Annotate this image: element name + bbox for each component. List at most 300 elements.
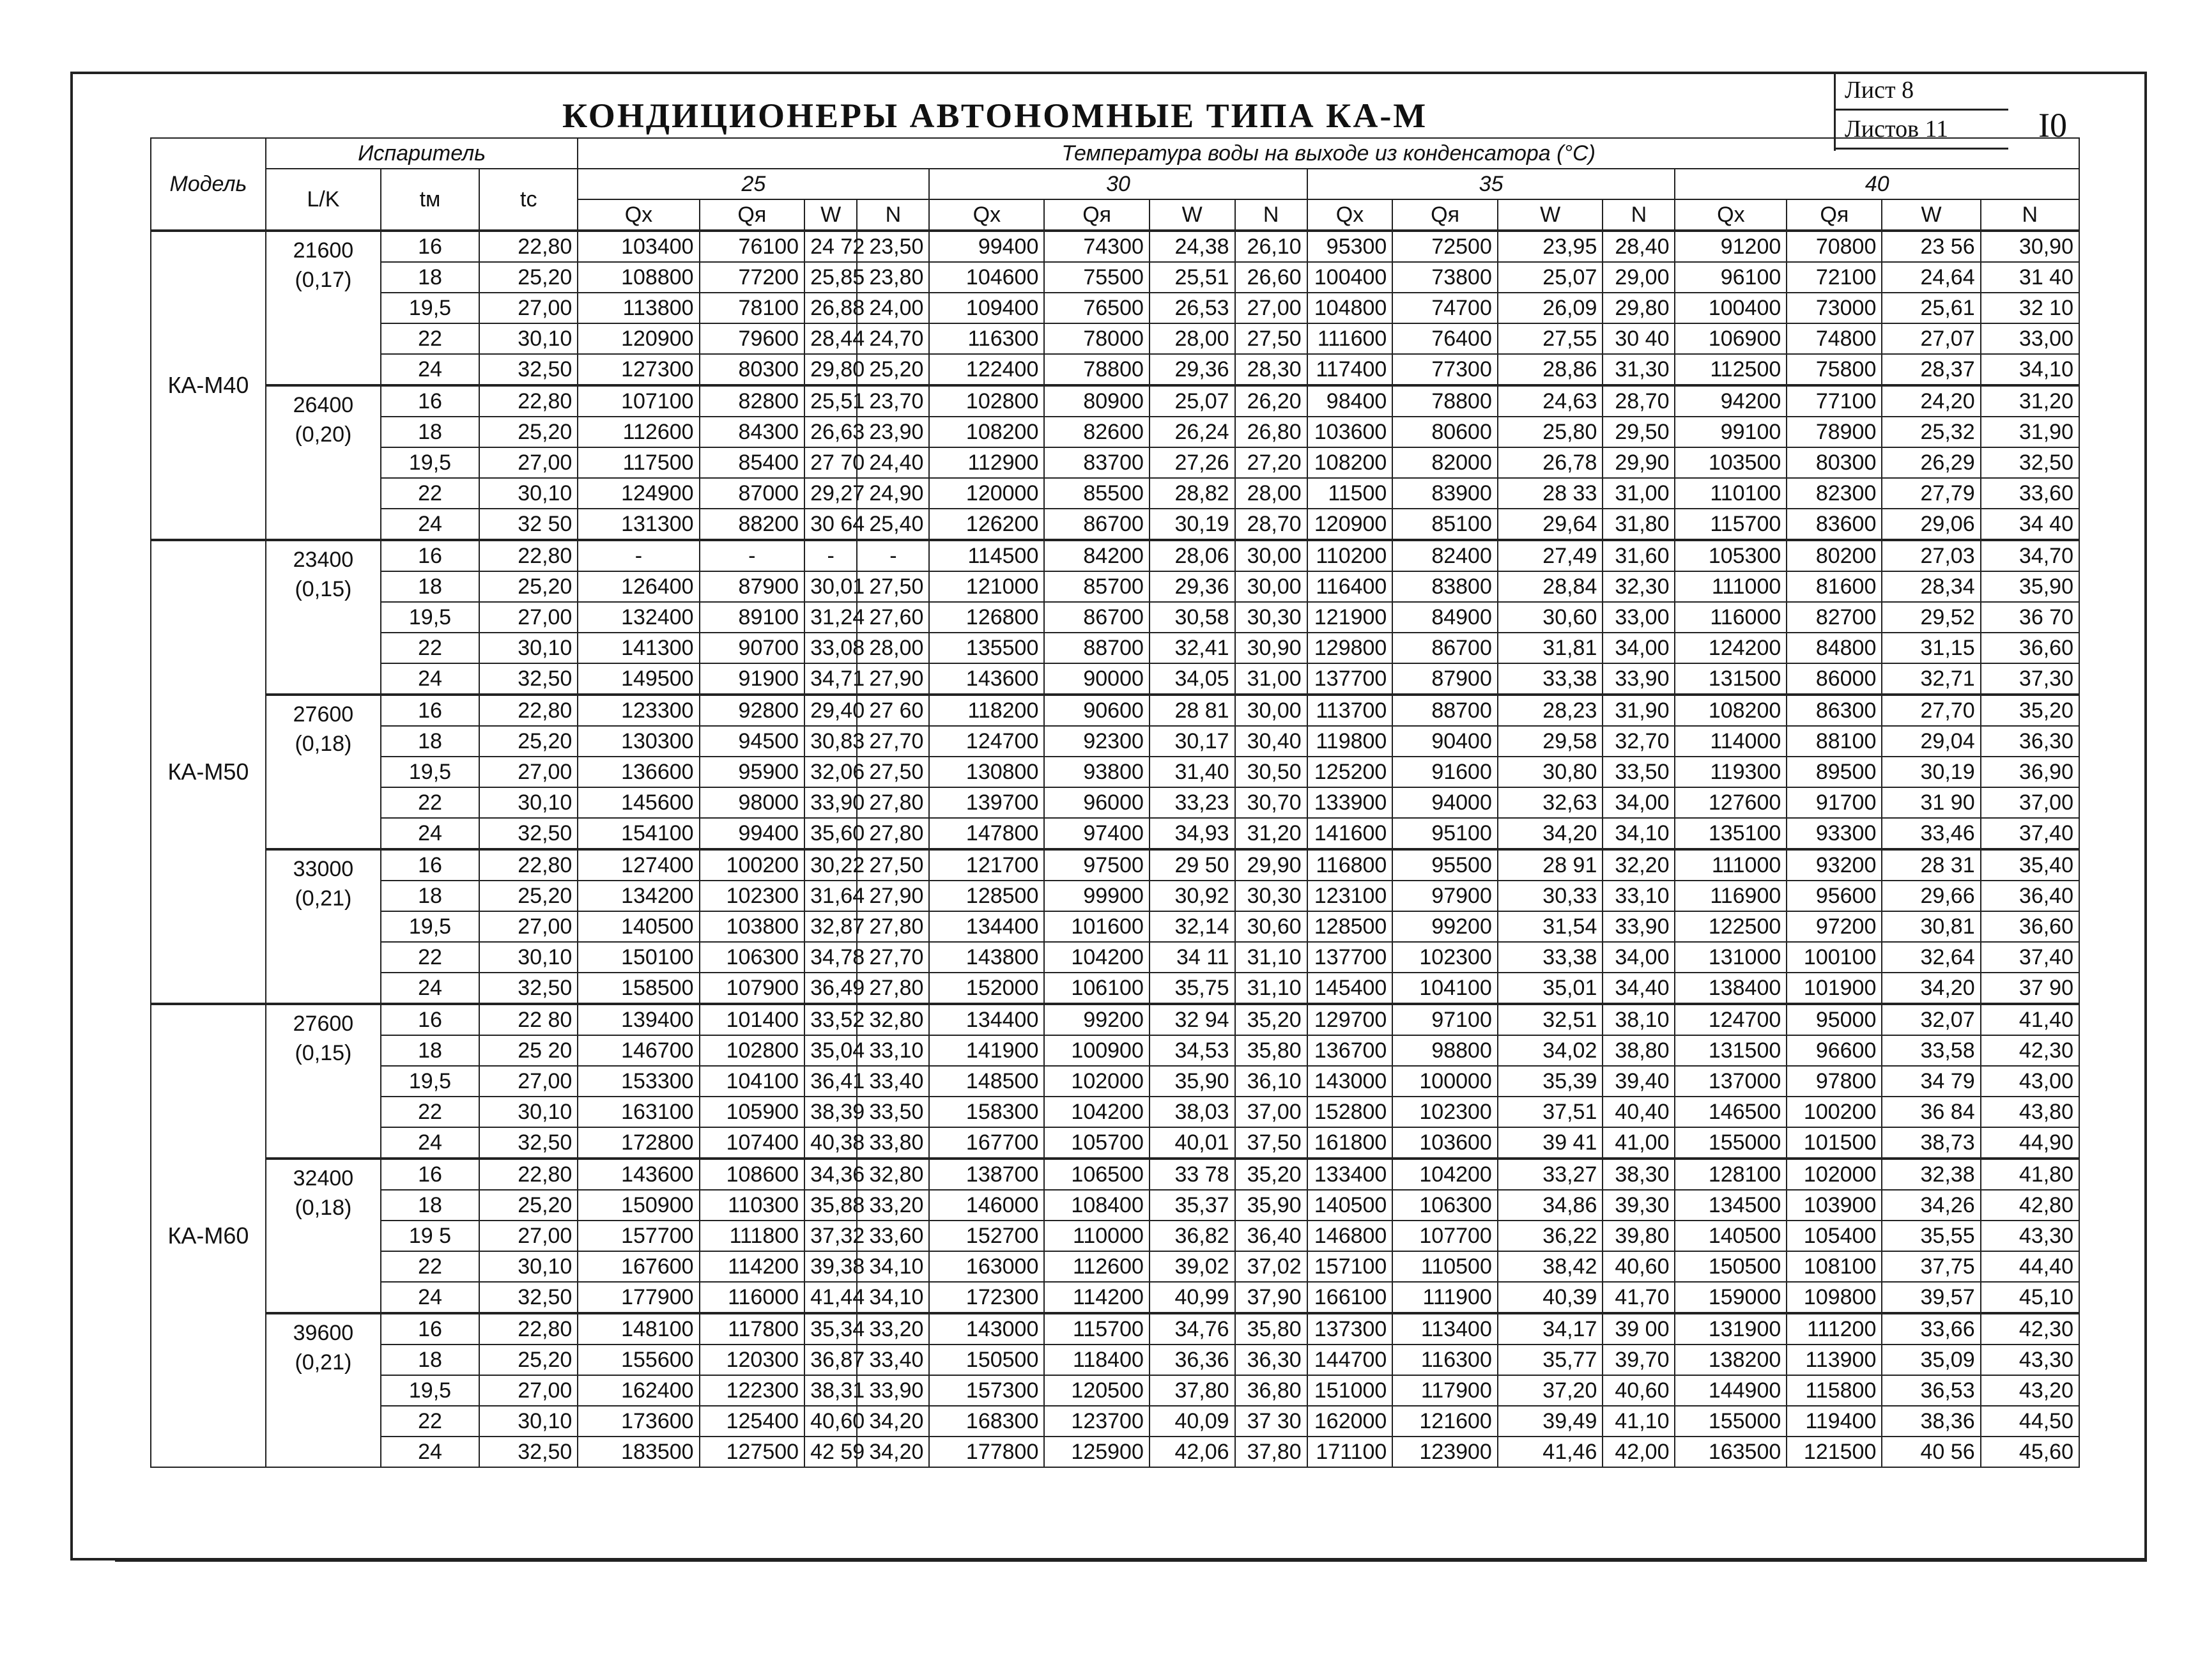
model-name-cell: КА-М60 (151, 1004, 266, 1467)
table-cell: 32,50 (479, 354, 578, 385)
table-cell: 34 79 (1882, 1066, 1980, 1097)
table-cell: 25,07 (1498, 262, 1603, 293)
table-cell: 112600 (1044, 1251, 1150, 1282)
subheader-w: W (1150, 199, 1235, 231)
table-row (151, 818, 2079, 849)
table-cell: 27,50 (857, 571, 929, 602)
table-cell: 25,20 (479, 881, 578, 911)
table-row (151, 942, 2079, 973)
table-cell: 101400 (700, 1004, 805, 1035)
table-cell: 110100 (1675, 478, 1787, 509)
table-cell: 43,80 (1981, 1097, 2079, 1127)
table-cell: 31,00 (1235, 663, 1307, 695)
table-cell: 23,95 (1498, 231, 1603, 262)
table-cell: 102000 (1787, 1159, 1882, 1190)
table-cell: 173600 (578, 1406, 699, 1437)
table-cell: - (700, 540, 805, 571)
table-cell: 32 10 (1981, 293, 2079, 323)
table-cell: 33,10 (857, 1035, 929, 1066)
table-cell: 141300 (578, 633, 699, 663)
table-cell: 78800 (1392, 385, 1498, 417)
table-cell: 29,40 (804, 695, 857, 726)
table-cell: 131300 (578, 509, 699, 540)
table-cell: 27,50 (857, 757, 929, 787)
table-cell: 113700 (1307, 695, 1393, 726)
table-cell: 27,07 (1882, 323, 1980, 354)
table-cell: 32,20 (1603, 849, 1675, 881)
table-cell: 172300 (929, 1282, 1044, 1313)
table-cell: 30,90 (1981, 231, 2079, 262)
table-row (151, 1251, 2079, 1282)
table-cell: 123100 (1307, 881, 1393, 911)
table-cell: 30 40 (1603, 323, 1675, 354)
table-cell: 99900 (1044, 881, 1150, 911)
table-cell: 95500 (1392, 849, 1498, 881)
table-cell: 119300 (1675, 757, 1787, 787)
table-cell: 99400 (700, 818, 805, 849)
table-cell: 18 (381, 881, 479, 911)
table-cell: 97400 (1044, 818, 1150, 849)
table-cell: 25,20 (857, 354, 929, 385)
table-cell: 139400 (578, 1004, 699, 1035)
table-cell: 123900 (1392, 1437, 1498, 1467)
table-cell: 104200 (1392, 1159, 1498, 1190)
table-cell: 94200 (1675, 385, 1787, 417)
table-cell: 16 (381, 1004, 479, 1035)
table-cell: 29,64 (1498, 509, 1603, 540)
table-cell: 35,34 (804, 1313, 857, 1345)
table-cell: 106100 (1044, 973, 1150, 1004)
table-cell: 29,80 (1603, 293, 1675, 323)
table-cell: 33,90 (1603, 911, 1675, 942)
table-cell: 111000 (1675, 849, 1787, 881)
table-cell: 28,00 (857, 633, 929, 663)
table-cell: 95100 (1392, 818, 1498, 849)
table-cell: 127600 (1675, 787, 1787, 818)
table-cell: 155000 (1675, 1127, 1787, 1159)
table-cell: 98400 (1307, 385, 1393, 417)
table-cell: 143000 (1307, 1066, 1393, 1097)
table-cell: 38,30 (1603, 1159, 1675, 1190)
table-cell: 80900 (1044, 385, 1150, 417)
table-cell: 36,40 (1981, 881, 2079, 911)
table-cell: 27,00 (479, 1066, 578, 1097)
table-cell: 34,10 (1981, 354, 2079, 385)
table-cell: 30,19 (1882, 757, 1980, 787)
table-cell: 28,00 (1150, 323, 1235, 354)
table-cell: 18 (381, 1190, 479, 1221)
table-cell: 41,10 (1603, 1406, 1675, 1437)
table-cell: 33,60 (857, 1221, 929, 1251)
table-cell: 38,36 (1882, 1406, 1980, 1437)
table-cell: 117900 (1392, 1375, 1498, 1406)
table-cell: 105300 (1675, 540, 1787, 571)
table-cell: 133900 (1307, 787, 1393, 818)
table-cell: 18 (381, 262, 479, 293)
table-cell: 22 (381, 1251, 479, 1282)
table-cell: 116400 (1307, 571, 1393, 602)
table-cell: 25,61 (1882, 293, 1980, 323)
table-cell: 37,02 (1235, 1251, 1307, 1282)
table-cell: 86300 (1787, 695, 1882, 726)
table-cell: 99100 (1675, 417, 1787, 447)
table-cell: 83900 (1392, 478, 1498, 509)
table-cell: 120000 (929, 478, 1044, 509)
table-cell: 30,10 (479, 1251, 578, 1282)
table-cell: 111200 (1787, 1313, 1882, 1345)
table-cell: 133400 (1307, 1159, 1393, 1190)
table-cell: 110500 (1392, 1251, 1498, 1282)
table-cell: 28,70 (1603, 385, 1675, 417)
table-cell: 28 91 (1498, 849, 1603, 881)
table-cell: 16 (381, 1313, 479, 1345)
subheader-qx: Qх (929, 199, 1044, 231)
table-cell: 113400 (1392, 1313, 1498, 1345)
table-cell: 27,49 (1498, 540, 1603, 571)
table-cell: 44,90 (1981, 1127, 2079, 1159)
table-cell: 34,05 (1150, 663, 1235, 695)
table-cell: 44,50 (1981, 1406, 2079, 1437)
table-cell: 40,60 (1603, 1375, 1675, 1406)
table-cell: 131500 (1675, 663, 1787, 695)
table-cell: 22,80 (479, 231, 578, 262)
table-cell: 27 70 (804, 447, 857, 478)
table-cell: 75800 (1787, 354, 1882, 385)
table-cell: 128500 (929, 881, 1044, 911)
table-cell: 95600 (1787, 881, 1882, 911)
header-temp-40: 40 (1675, 169, 2079, 199)
table-cell: 80300 (700, 354, 805, 385)
table-row (151, 540, 2079, 571)
table-cell: 41,40 (1981, 1004, 2079, 1035)
table-cell: 111000 (1675, 571, 1787, 602)
table-cell: 37,32 (804, 1221, 857, 1251)
table-cell: 41,46 (1498, 1437, 1603, 1467)
table-cell: 26,88 (804, 293, 857, 323)
table-cell: 128500 (1307, 911, 1393, 942)
table-cell: 143800 (929, 942, 1044, 973)
table-cell: 30,00 (1235, 571, 1307, 602)
table-cell: 43,00 (1981, 1066, 2079, 1097)
table-cell: 19,5 (381, 602, 479, 633)
table-cell: 39,70 (1603, 1345, 1675, 1375)
table-cell: 33,38 (1498, 663, 1603, 695)
table-cell: 27,00 (479, 1221, 578, 1251)
table-cell: 161800 (1307, 1127, 1393, 1159)
table-cell: 35,90 (1150, 1066, 1235, 1097)
table-cell: 108400 (1044, 1190, 1150, 1221)
table-cell: 34,86 (1498, 1190, 1603, 1221)
table-cell: 113900 (1787, 1345, 1882, 1375)
header-tc: tс (479, 169, 578, 231)
table-cell: 132400 (578, 602, 699, 633)
table-cell: 96100 (1675, 262, 1787, 293)
table-cell: 29,90 (1235, 849, 1307, 881)
table-cell: 32,80 (857, 1159, 929, 1190)
table-cell: 111600 (1307, 323, 1393, 354)
table-cell: 40,60 (804, 1406, 857, 1437)
table-cell: 34,20 (1882, 973, 1980, 1004)
table-cell: 109800 (1787, 1282, 1882, 1313)
table-cell: 36,30 (1235, 1345, 1307, 1375)
table-cell: 171100 (1307, 1437, 1393, 1467)
table-cell: 33,23 (1150, 787, 1235, 818)
table-cell: 32 94 (1150, 1004, 1235, 1035)
table-cell: 25,20 (479, 726, 578, 757)
table-cell: 116300 (1392, 1345, 1498, 1375)
table-cell: 27,00 (479, 911, 578, 942)
table-cell: 90400 (1392, 726, 1498, 757)
table-cell: 95000 (1787, 1004, 1882, 1035)
table-cell: 36,49 (804, 973, 857, 1004)
table-cell: 31,60 (1603, 540, 1675, 571)
lk-cell (266, 695, 381, 849)
table-cell: 100200 (1787, 1097, 1882, 1127)
table-cell: 72500 (1392, 231, 1498, 262)
table-cell: 27,00 (479, 1375, 578, 1406)
table-cell: 22 (381, 1406, 479, 1437)
table-cell: 28,84 (1498, 571, 1603, 602)
subheader-n: N (857, 199, 929, 231)
table-cell: 89500 (1787, 757, 1882, 787)
table-cell: 28,44 (804, 323, 857, 354)
table-cell: 108600 (700, 1159, 805, 1190)
table-cell: 31,20 (1235, 818, 1307, 849)
table-cell: 34,26 (1882, 1190, 1980, 1221)
table-cell: 22 (381, 633, 479, 663)
table-cell: 136600 (578, 757, 699, 787)
table-row (151, 478, 2079, 509)
table-cell: 82400 (1392, 540, 1498, 571)
table-cell: 36 70 (1981, 602, 2079, 633)
table-cell: 24 (381, 818, 479, 849)
table-cell: 124700 (929, 726, 1044, 757)
table-cell: 42,30 (1981, 1035, 2079, 1066)
table-cell: 30,33 (1498, 881, 1603, 911)
table-cell: 31,64 (804, 881, 857, 911)
table-cell: 35,20 (1235, 1159, 1307, 1190)
table-cell: 27,70 (857, 942, 929, 973)
table-cell: 151000 (1307, 1375, 1393, 1406)
table-cell: 134200 (578, 881, 699, 911)
table-cell: 163500 (1675, 1437, 1787, 1467)
table-cell: 149500 (578, 663, 699, 695)
sheets-count-label: Листов 11 (1836, 111, 2008, 150)
table-cell: 40,09 (1150, 1406, 1235, 1437)
table-cell: 38,10 (1603, 1004, 1675, 1035)
table-cell: 111800 (700, 1221, 805, 1251)
table-cell: 177800 (929, 1437, 1044, 1467)
table-cell: 33,66 (1882, 1313, 1980, 1345)
table-cell: 83600 (1787, 509, 1882, 540)
table-cell: 97100 (1392, 1004, 1498, 1035)
table-cell: 146500 (1675, 1097, 1787, 1127)
table-cell: 34,40 (1603, 973, 1675, 1004)
header-temp-35: 35 (1307, 169, 1675, 199)
table-cell: 29,58 (1498, 726, 1603, 757)
table-cell: 86700 (1392, 633, 1498, 663)
table-cell: 122500 (1675, 911, 1787, 942)
table-cell: 22 (381, 1097, 479, 1127)
table-cell: 33,90 (1603, 663, 1675, 695)
table-cell: 121600 (1392, 1406, 1498, 1437)
table-cell: 104800 (1307, 293, 1393, 323)
table-cell: 114200 (700, 1251, 805, 1282)
table-cell: 131000 (1675, 942, 1787, 973)
table-cell: 131500 (1675, 1035, 1787, 1066)
table-cell: 118400 (1044, 1345, 1150, 1375)
table-cell: 36,87 (804, 1345, 857, 1375)
table-row (151, 1004, 2079, 1035)
table-row (151, 1221, 2079, 1251)
table-cell: 84800 (1787, 633, 1882, 663)
table-cell: 130800 (929, 757, 1044, 787)
table-cell: 24,63 (1498, 385, 1603, 417)
table-cell: 166100 (1307, 1282, 1393, 1313)
table-cell: 98000 (700, 787, 805, 818)
table-cell: 115800 (1787, 1375, 1882, 1406)
table-cell: 108200 (1307, 447, 1393, 478)
table-cell: 81600 (1787, 571, 1882, 602)
table-cell: 30,22 (804, 849, 857, 881)
table-cell: 76100 (700, 231, 805, 262)
table-cell: 35,09 (1882, 1345, 1980, 1375)
table-cell: 73800 (1392, 262, 1498, 293)
table-cell: 106300 (700, 942, 805, 973)
table-cell: 37,00 (1235, 1097, 1307, 1127)
table-cell: 22 (381, 942, 479, 973)
table-cell: 27,50 (1235, 323, 1307, 354)
table-cell: 107400 (700, 1127, 805, 1159)
table-cell: 37,75 (1882, 1251, 1980, 1282)
table-cell: 167700 (929, 1127, 1044, 1159)
table-cell: 27 60 (857, 695, 929, 726)
table-cell: 34,00 (1603, 942, 1675, 973)
table-cell: 102300 (1392, 1097, 1498, 1127)
table-cell: 24,64 (1882, 262, 1980, 293)
table-cell: 125200 (1307, 757, 1393, 787)
table-cell: 34,53 (1150, 1035, 1235, 1066)
table-cell: 40,01 (1150, 1127, 1235, 1159)
table-cell: 137000 (1675, 1066, 1787, 1097)
table-cell: 146700 (578, 1035, 699, 1066)
table-cell: 108800 (578, 262, 699, 293)
table-cell: 33,38 (1498, 942, 1603, 973)
table-cell: 87900 (1392, 663, 1498, 695)
table-cell: 35,04 (804, 1035, 857, 1066)
header-model: Модель (151, 138, 266, 231)
table-cell: 125400 (700, 1406, 805, 1437)
table-cell: 30 64 (804, 509, 857, 540)
table-cell: 82300 (1787, 478, 1882, 509)
table-cell: 80200 (1787, 540, 1882, 571)
table-row (151, 323, 2079, 354)
table-cell: 88700 (1392, 695, 1498, 726)
table-row (151, 1127, 2079, 1159)
table-cell: 35,55 (1882, 1221, 1980, 1251)
table-cell: 22,80 (479, 1159, 578, 1190)
table-cell: 16 (381, 231, 479, 262)
table-cell: 109400 (929, 293, 1044, 323)
table-cell: 27,90 (857, 881, 929, 911)
table-cell: 162400 (578, 1375, 699, 1406)
table-cell: 30,92 (1150, 881, 1235, 911)
table-cell: 83800 (1392, 571, 1498, 602)
table-cell: 27,00 (479, 293, 578, 323)
table-cell: 86000 (1787, 663, 1882, 695)
sheet-label: Лист 8 (1836, 72, 2008, 111)
table-row (151, 787, 2079, 818)
table-row (151, 1375, 2079, 1406)
table-cell: 34,36 (804, 1159, 857, 1190)
table-cell: 25,07 (1150, 385, 1235, 417)
table-cell: 28,00 (1235, 478, 1307, 509)
table-cell: 35,60 (804, 818, 857, 849)
table-cell: 121000 (929, 571, 1044, 602)
table-cell: 28 31 (1882, 849, 1980, 881)
table-cell: 25,20 (479, 1190, 578, 1221)
table-row (151, 1282, 2079, 1313)
table-cell: 29,27 (804, 478, 857, 509)
table-cell: 26,20 (1235, 385, 1307, 417)
table-cell: 77200 (700, 262, 805, 293)
table-cell: 30,17 (1150, 726, 1235, 757)
table-cell: 115700 (1675, 509, 1787, 540)
table-cell: 30,19 (1150, 509, 1235, 540)
table-cell: 157700 (578, 1221, 699, 1251)
table-cell: 34 40 (1981, 509, 2079, 540)
table-cell: 74300 (1044, 231, 1150, 262)
table-cell: 33,52 (804, 1004, 857, 1035)
table-cell: 22,80 (479, 540, 578, 571)
table-cell: 116000 (700, 1282, 805, 1313)
table-cell: 25,20 (479, 571, 578, 602)
lk-ratio: (0,21) (295, 1350, 352, 1375)
table-cell: 143000 (929, 1313, 1044, 1345)
table-cell: 37,80 (1235, 1437, 1307, 1467)
table-cell: 117500 (578, 447, 699, 478)
table-cell: 114000 (1675, 726, 1787, 757)
table-cell: 34,70 (1981, 540, 2079, 571)
table-cell: 40,99 (1150, 1282, 1235, 1313)
lk-ratio: (0,18) (295, 732, 352, 756)
table-cell: 33,00 (1603, 602, 1675, 633)
subheader-qx: Qх (1675, 199, 1787, 231)
table-row (151, 726, 2079, 757)
table-cell: 78100 (700, 293, 805, 323)
table-cell: 159000 (1675, 1282, 1787, 1313)
table-cell: 37,80 (1150, 1375, 1235, 1406)
table-cell: 32,63 (1498, 787, 1603, 818)
table-cell: 82000 (1392, 447, 1498, 478)
table-cell: 29 50 (1150, 849, 1235, 881)
table-cell: 121900 (1307, 602, 1393, 633)
table-cell: 97800 (1787, 1066, 1882, 1097)
table-cell: 134400 (929, 1004, 1044, 1035)
table-cell: 22,80 (479, 695, 578, 726)
table-cell: 35,90 (1235, 1190, 1307, 1221)
table-cell: 42,06 (1150, 1437, 1235, 1467)
table-cell: 33,58 (1882, 1035, 1980, 1066)
table-cell: 106900 (1675, 323, 1787, 354)
table-cell: 33,27 (1498, 1159, 1603, 1190)
table-cell: 129700 (1307, 1004, 1393, 1035)
table-cell: 32 50 (479, 509, 578, 540)
table-cell: 120300 (700, 1345, 805, 1375)
table-cell: 97500 (1044, 849, 1150, 881)
table-cell: 107100 (578, 385, 699, 417)
table-row (151, 231, 2079, 262)
